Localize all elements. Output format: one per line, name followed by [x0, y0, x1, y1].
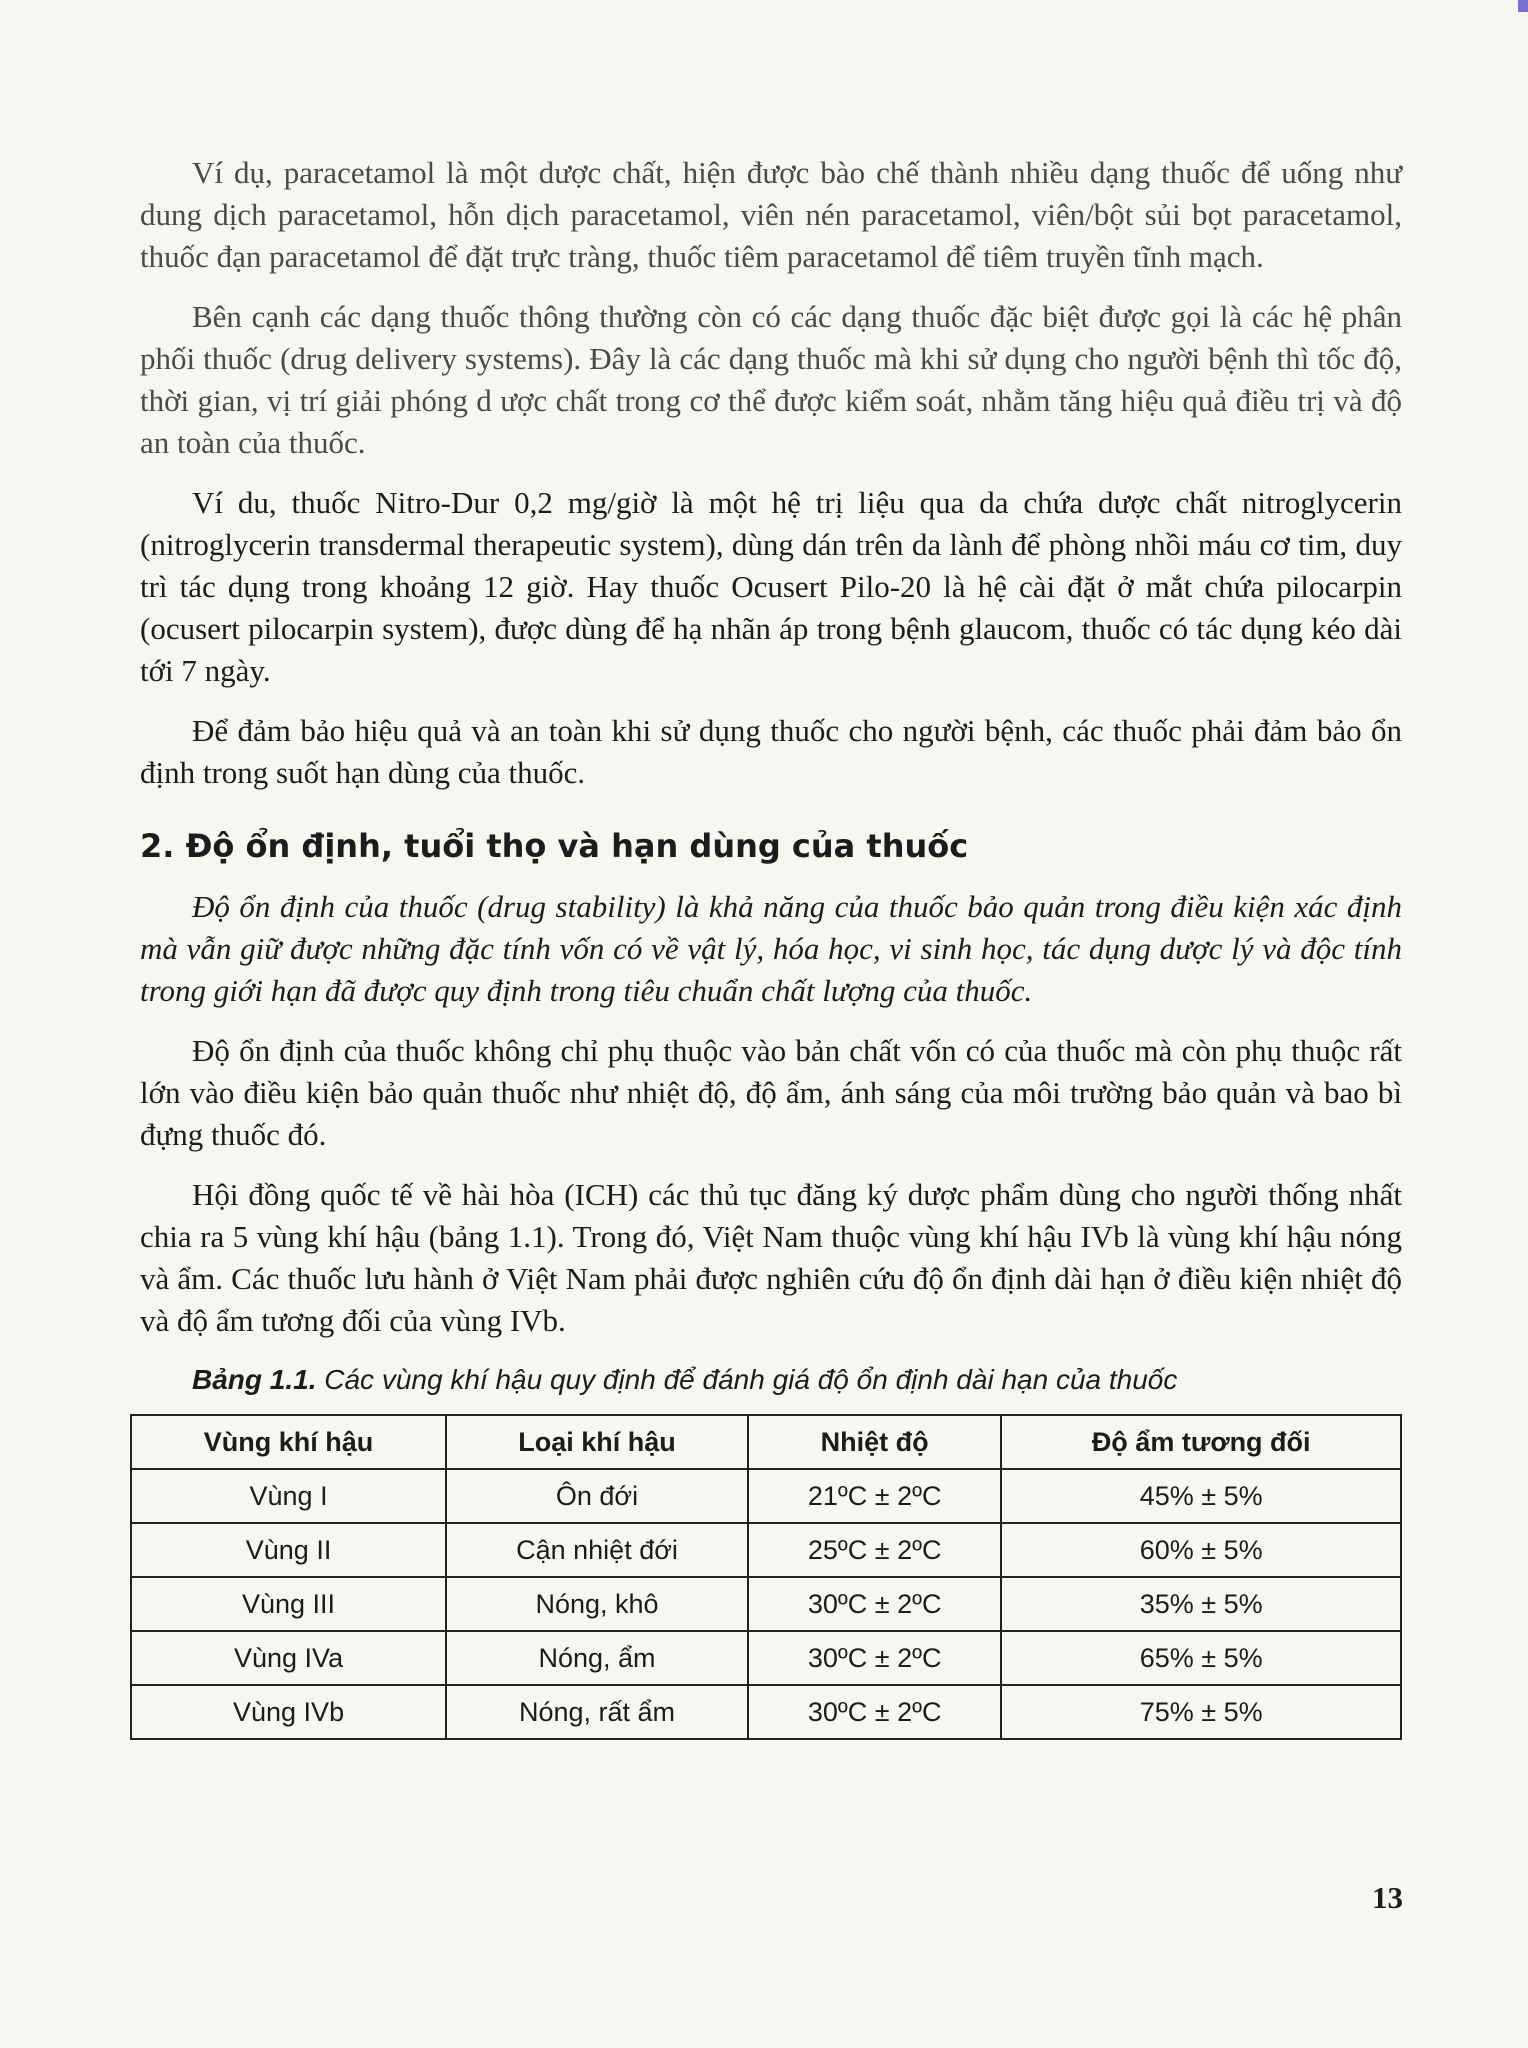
cell-temperature: 30ºC ± 2ºC [748, 1577, 1001, 1631]
table-row [131, 1685, 1401, 1739]
cell-climate-type: Ôn đới [446, 1469, 748, 1523]
table-row [131, 1577, 1401, 1631]
cell-zone: Vùng II [131, 1523, 446, 1577]
cell-climate-type: Cận nhiệt đới [446, 1523, 748, 1577]
paragraph-paracetamol-example: Ví dụ, paracetamol là một dược chất, hiện được bào chế thành nhiều dạng thuốc để uống như dung dịch paracetamol, hỗn dịch paracetamol, viên nén paracetamol, viên/bột sủi bọt paracetamol, thuốc đạn paracetamol để đặt trực tràng, thuốc tiêm paracetamol để tiêm truyền tĩnh mạch. [140, 155, 1402, 274]
cell-climate-type: Nóng, rất ẩm [446, 1685, 748, 1739]
paragraph-stability-definition: Độ ổn định của thuốc (drug stability) là khả năng của thuốc bảo quản trong điều kiện xác định mà vẫn giữ được những đặc tính vốn có về vật lý, hóa học, vi sinh học, tác dụng dược lý và độc tính trong giới hạn đã được quy định trong tiêu chuẩn chất lượng của thuốc. [140, 889, 1402, 1008]
cell-humidity: 60% ± 5% [1001, 1523, 1401, 1577]
corner-marker [1518, 0, 1528, 12]
table-row [131, 1523, 1401, 1577]
header-climate-type: Loại khí hậu [446, 1415, 748, 1469]
cell-temperature: 21ºC ± 2ºC [748, 1469, 1001, 1523]
table-caption [140, 1360, 1402, 1400]
paragraph-drug-delivery-systems: Bên cạnh các dạng thuốc thông thường còn có các dạng thuốc đặc biệt được gọi là các hệ phân phối thuốc (drug delivery systems). Đây là các dạng thuốc mà khi sử dụng cho người bệnh thì tốc độ, thời gian, vị trí giải phóng d ược chất trong cơ thể được kiểm soát, nhằm tăng hiệu quả điều trị và độ an toàn của thuốc. [140, 299, 1402, 460]
header-relative-humidity: Độ ẩm tương đối [1001, 1415, 1401, 1469]
table-caption-label: Bảng 1.1. [192, 1364, 317, 1395]
cell-humidity: 75% ± 5% [1001, 1685, 1401, 1739]
page-number: 13 [1372, 1880, 1403, 1915]
cell-humidity: 45% ± 5% [1001, 1469, 1401, 1523]
paragraph-safety-stability: Để đảm bảo hiệu quả và an toàn khi sử dụng thuốc cho người bệnh, các thuốc phải đảm bảo ổn định trong suốt hạn dùng của thuốc. [140, 713, 1402, 790]
cell-temperature: 25ºC ± 2ºC [748, 1523, 1001, 1577]
cell-temperature: 30ºC ± 2ºC [748, 1685, 1001, 1739]
section-heading: 2. Độ ổn định, tuổi thọ và hạn dùng của thuốc [140, 827, 969, 865]
cell-humidity: 65% ± 5% [1001, 1631, 1401, 1685]
paragraph-storage-conditions: Độ ổn định của thuốc không chỉ phụ thuộc vào bản chất vốn có của thuốc mà còn phụ thuộc rất lớn vào điều kiện bảo quản thuốc như nhiệt độ, độ ẩm, ánh sáng của môi trường bảo quản và bao bì đựng thuốc đó. [140, 1033, 1402, 1152]
header-temperature: Nhiệt độ [748, 1415, 1001, 1469]
table-row [131, 1631, 1401, 1685]
climate-zones-table [130, 1414, 1402, 1740]
table-row [131, 1469, 1401, 1523]
table-header-row [131, 1415, 1401, 1469]
table-caption-text: Các vùng khí hậu quy định để đánh giá độ ổn định dài hạn của thuốc [316, 1364, 1178, 1395]
header-zone: Vùng khí hậu [131, 1415, 446, 1469]
cell-zone: Vùng I [131, 1469, 446, 1523]
cell-climate-type: Nóng, ẩm [446, 1631, 748, 1685]
cell-temperature: 30ºC ± 2ºC [748, 1631, 1001, 1685]
cell-zone: Vùng III [131, 1577, 446, 1631]
cell-climate-type: Nóng, khô [446, 1577, 748, 1631]
cell-zone: Vùng IVa [131, 1631, 446, 1685]
paragraph-ich-climate-zones: Hội đồng quốc tế về hài hòa (ICH) các thủ tục đăng ký dược phẩm dùng cho người thống nhất chia ra 5 vùng khí hậu (bảng 1.1). Trong đó, Việt Nam thuộc vùng khí hậu IVb là vùng khí hậu nóng và ẩm. Các thuốc lưu hành ở Việt Nam phải được nghiên cứu độ ổn định dài hạn ở điều kiện nhiệt độ và độ ẩm tương đối của vùng IVb. [140, 1177, 1402, 1338]
cell-zone: Vùng IVb [131, 1685, 446, 1739]
cell-humidity: 35% ± 5% [1001, 1577, 1401, 1631]
paragraph-nitro-dur-example: Ví du, thuốc Nitro-Dur 0,2 mg/giờ là một hệ trị liệu qua da chứa dược chất nitroglycerin (nitroglycerin transdermal therapeutic system), dùng dán trên da lành để phòng nhồi máu cơ tim, duy trì tác dụng trong khoảng 12 giờ. Hay thuốc Ocusert Pilo-20 là hệ cài đặt ở mắt chứa pilocarpin (ocusert pilocarpin system), được dùng để hạ nhãn áp trong bệnh glaucom, thuốc có tác dụng kéo dài tới 7 ngày. [140, 485, 1402, 688]
page-content [140, 152, 1402, 1740]
